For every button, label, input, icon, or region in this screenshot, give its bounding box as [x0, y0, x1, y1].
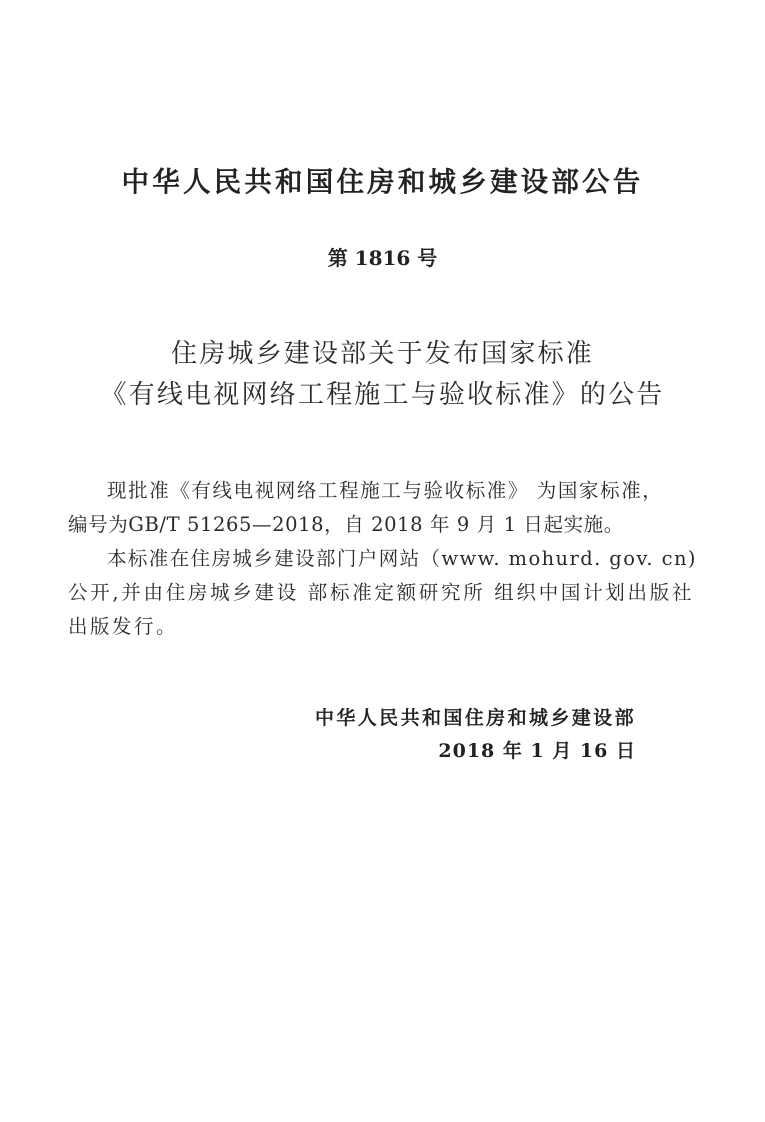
- body-line: 出版发行。: [68, 615, 179, 638]
- body-line: 本标准在住房城乡建设部门户网站（www. mohurd. gov. cn): [107, 547, 697, 570]
- issuer-title: 中华人民共和国住房和城乡建设部公告: [121, 166, 644, 198]
- announcement-subtitle-line-1: 住房城乡建设部关于发布国家标准: [170, 339, 594, 369]
- signature-issuer: 中华人民共和国住房和城乡建设部: [314, 707, 636, 729]
- announcement-subtitle-line-2: 《有线电视网络工程施工与验收标准》的公告: [100, 380, 665, 410]
- body-line: 公开,并由住房城乡建设 部标准定额研究所 组织中国计划出版社: [68, 581, 695, 604]
- announcement-number: 第 1816 号: [327, 246, 438, 270]
- body-line: 编号为GB/T 51265—2018，自 2018 年 9 月 1 日起实施。: [68, 513, 624, 536]
- body-line: 现批准《有线电视网络工程施工与验收标准》 为国家标准，: [107, 479, 664, 502]
- signature-date: 2018 年 1 月 16 日: [438, 740, 636, 762]
